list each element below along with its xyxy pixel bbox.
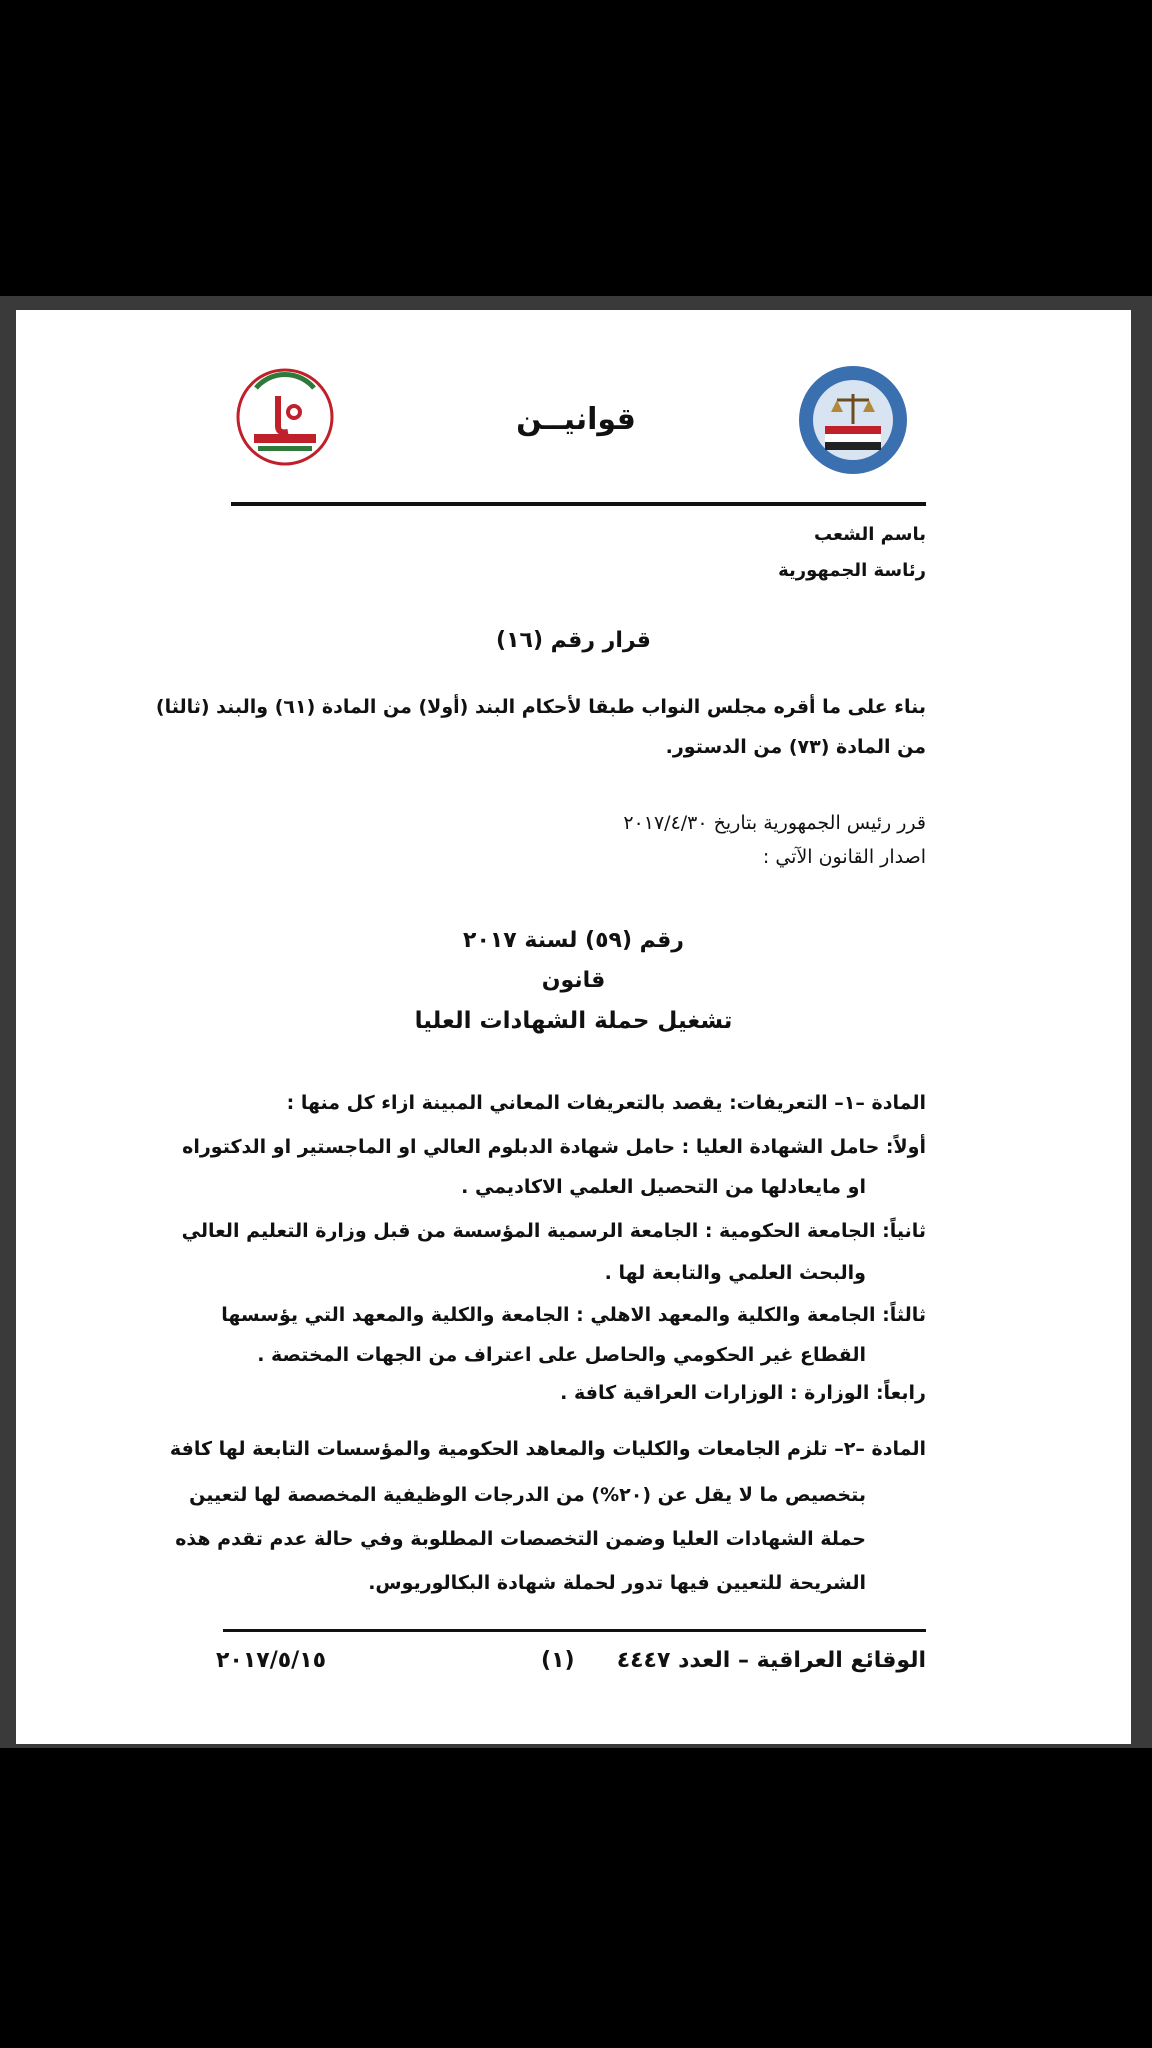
preamble-presidency: رئاسة الجمهورية <box>778 560 926 581</box>
decided-line-1: قرر رئيس الجمهورية بتاريخ ٢٠١٧/٤/٣٠ <box>623 812 926 834</box>
basis-line-2: من المادة (٧٣) من الدستور. <box>665 736 926 758</box>
definition-1: أولاً: حامل الشهادة العليا : حامل شهادة الدبلوم العالي او الماجستير او الدكتوراه <box>182 1136 926 1158</box>
definition-4: رابعاً: الوزارة : الوزارات العراقية كافة . <box>560 1382 926 1404</box>
iraqi-legislation-logo <box>236 368 334 466</box>
ministry-seal-logo <box>797 364 909 476</box>
definition-3-cont: القطاع غير الحكومي والحاصل على اعتراف من الجهات المختصة . <box>257 1344 866 1366</box>
article-2-line-4: الشريحة للتعيين فيها تدور لحملة شهادة البكالوريوس. <box>368 1572 866 1594</box>
article-1-heading: المادة –١– التعريفات: يقصد بالتعريفات المعاني المبينة ازاء كل منها : <box>286 1092 926 1114</box>
section-title: قوانيــن <box>516 402 636 437</box>
definition-2-cont: والبحث العلمي والتابعة لها . <box>604 1262 866 1284</box>
law-title: تشغيل حملة الشهادات العليا <box>414 1008 733 1034</box>
publication-date: ٢٠١٧/٥/١٥ <box>216 1648 327 1673</box>
law-label: قانون <box>541 968 606 993</box>
definition-1-cont: او مايعادلها من التحصيل العلمي الاكاديمي . <box>461 1176 866 1198</box>
gazette-page <box>16 310 1131 1744</box>
definition-3: ثالثاً: الجامعة والكلية والمعهد الاهلي : الجامعة والكلية والمعهد التي يؤسسها <box>221 1304 926 1326</box>
page-number: (١) <box>541 1648 575 1673</box>
basis-line-1: بناء على ما أقره مجلس النواب طبقا لأحكام البند (أولا) من المادة (٦١) والبند (ثالثا) <box>155 696 926 718</box>
article-2-line-2: بتخصيص ما لا يقل عن (٢٠%) من الدرجات الوظيفية المخصصة لها لتعيين <box>189 1484 866 1506</box>
gazette-issue: الوقائع العراقية – العدد ٤٤٤٧ <box>616 1648 926 1673</box>
law-number: رقم (٥٩) لسنة ٢٠١٧ <box>463 928 684 953</box>
article-2-line-1: المادة –٢– تلزم الجامعات والكليات والمعاهد الحكومية والمؤسسات التابعة لها كافة <box>169 1438 926 1460</box>
decided-line-2: اصدار القانون الآتي : <box>762 846 926 868</box>
definition-2: ثانياً: الجامعة الحكومية : الجامعة الرسمية المؤسسة من قبل وزارة التعليم العالي <box>181 1220 926 1242</box>
footer-rule <box>223 1629 926 1632</box>
header-rule <box>231 502 926 506</box>
document-viewport <box>0 296 1152 1748</box>
decision-number: قرار رقم (١٦) <box>496 628 651 653</box>
article-2-line-3: حملة الشهادات العليا وضمن التخصصات المطلوبة وفي حالة عدم تقدم هذه <box>175 1528 866 1550</box>
preamble-people: باسم الشعب <box>813 524 926 545</box>
